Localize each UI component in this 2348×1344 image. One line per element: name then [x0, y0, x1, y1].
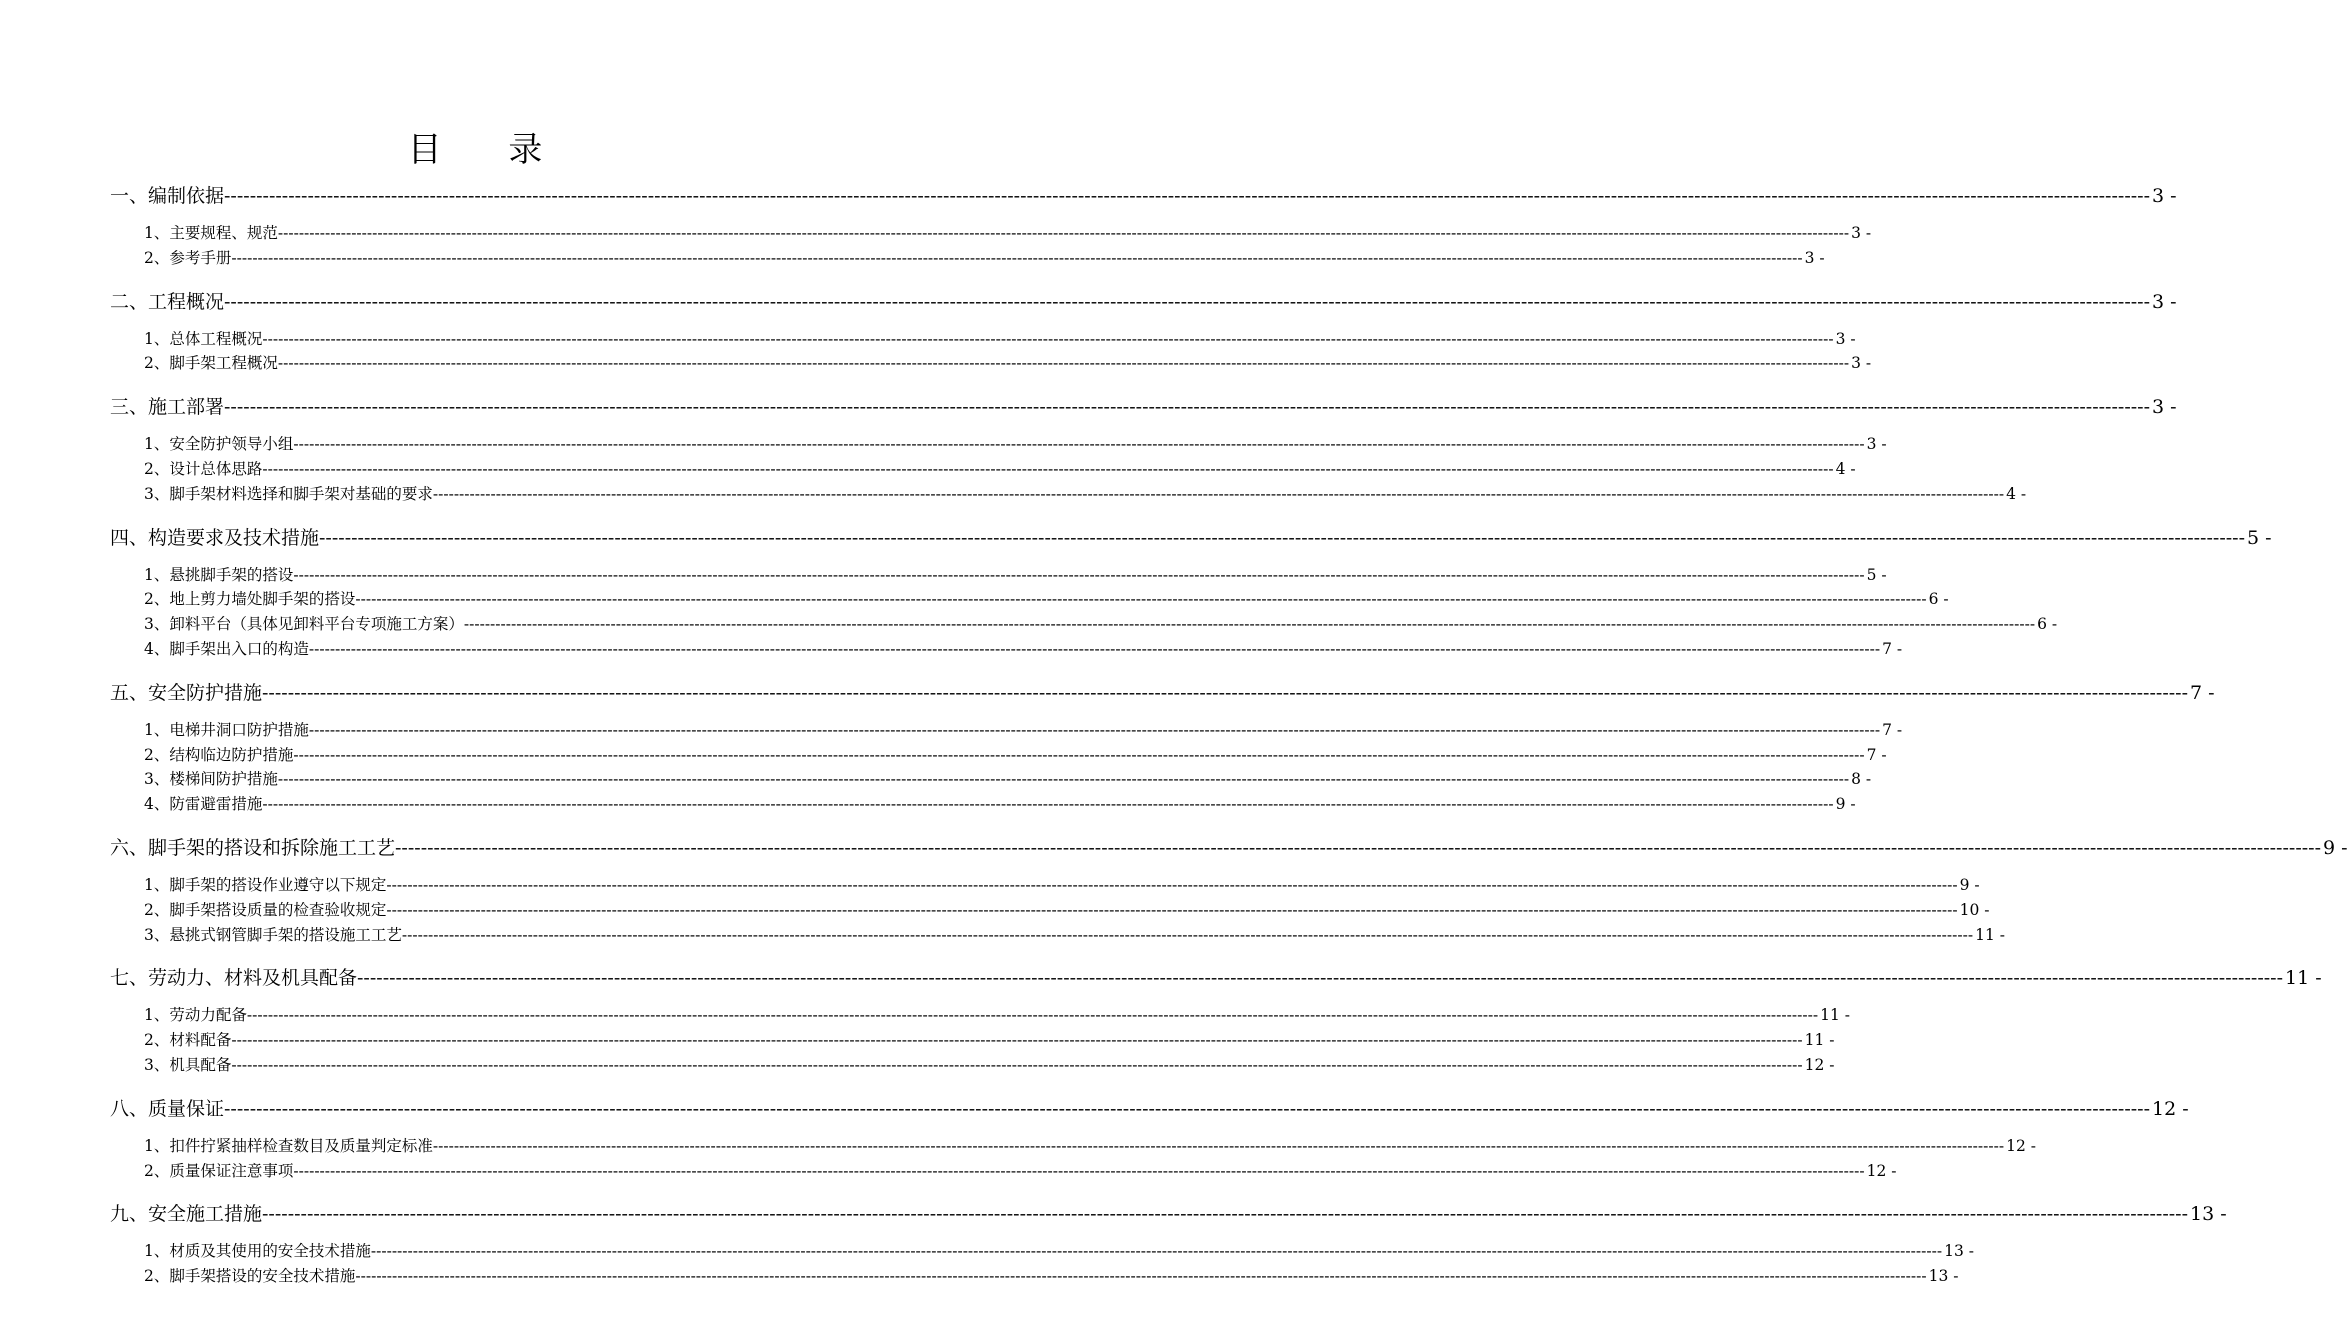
toc-subsection[interactable] — [110, 718, 1903, 743]
toc-entry-label: 3、机具配备 — [144, 1055, 232, 1074]
toc-page-number: 11 - — [1804, 1031, 1835, 1050]
toc-entry-label: 4、脚手架出入口的构造 — [144, 639, 309, 658]
dot-leader: ------------------------------------------------------------------------------------------------------------------------------------------------------------------------------------------------------------------------------------------------------------------------------------------------------------ — [432, 484, 2005, 503]
toc-subsection[interactable] — [110, 792, 1856, 817]
toc-subsection[interactable] — [110, 587, 1949, 612]
toc-entry-label: 2、材料配备 — [144, 1031, 232, 1050]
dot-leader: ------------------------------------------------------------------------------------------------------------------------------------------------------------------------------------------------------------------------------------------------------------------------------------------------------------ — [224, 185, 2150, 207]
toc-page-number: 4 - — [1835, 459, 1856, 478]
toc-entry-label: 四、构造要求及技术措施 — [110, 526, 320, 549]
toc-entry-label: 八、质量保证 — [110, 1097, 225, 1120]
toc-entry-label: 2、脚手架搭设质量的检查验收规定 — [144, 900, 387, 919]
toc-entry-label: 三、施工部署 — [110, 396, 225, 419]
toc-subsection[interactable] — [110, 612, 2058, 637]
dot-leader: ------------------------------------------------------------------------------------------------------------------------------------------------------------------------------------------------------------------------------------------------------------------------------------------------------------ — [357, 967, 2283, 990]
toc-section[interactable] — [110, 389, 2177, 426]
dot-leader: ------------------------------------------------------------------------------------------------------------------------------------------------------------------------------------------------------------------------------------------------------------------------------------------------------------ — [231, 1031, 1803, 1050]
dot-leader: ------------------------------------------------------------------------------------------------------------------------------------------------------------------------------------------------------------------------------------------------------------------------------------------------------------ — [395, 836, 2321, 859]
toc-entry-label: 六、脚手架的搭设和拆除施工工艺 — [110, 836, 396, 859]
toc-entry-label: 1、主要规程、规范 — [144, 224, 278, 242]
dot-leader: ------------------------------------------------------------------------------------------------------------------------------------------------------------------------------------------------------------------------------------------------------------------------------------------------------------ — [293, 435, 1865, 454]
toc-page-number: 9 - — [1959, 875, 1980, 894]
toc-section[interactable] — [110, 284, 2177, 321]
toc-entry-label: 一、编制依据 — [110, 185, 225, 207]
dot-leader: ------------------------------------------------------------------------------------------------------------------------------------------------------------------------------------------------------------------------------------------------------------------------------------------------------------ — [246, 1006, 1819, 1025]
toc-entry-label: 3、悬挑式钢管脚手架的搭设施工工艺 — [144, 925, 402, 944]
toc-subsection[interactable] — [110, 221, 1872, 246]
toc-entry-label: 1、安全防护领导小组 — [144, 435, 294, 454]
dot-leader: ------------------------------------------------------------------------------------------------------------------------------------------------------------------------------------------------------------------------------------------------------------------------------------------------------------ — [308, 720, 1881, 739]
dot-leader: ------------------------------------------------------------------------------------------------------------------------------------------------------------------------------------------------------------------------------------------------------------------------------------------------------------ — [386, 900, 1958, 919]
toc-section[interactable] — [110, 178, 2177, 215]
toc-section[interactable] — [110, 520, 2272, 557]
toc-entry-label: 2、质量保证注意事项 — [144, 1161, 294, 1180]
toc-subsection[interactable] — [110, 1134, 2036, 1159]
toc-entry-label: 1、材质及其使用的安全技术措施 — [144, 1242, 371, 1261]
toc-page-number: 5 - — [1866, 565, 1887, 584]
toc-entry-label: 3、脚手架材料选择和脚手架对基础的要求 — [144, 484, 433, 503]
toc-entry-label: 1、劳动力配备 — [144, 1006, 247, 1025]
toc-page-number: 13 - — [1944, 1242, 1974, 1261]
toc-page-number: 3 - — [2152, 185, 2177, 207]
toc-page-number: 13 - — [2190, 1203, 2227, 1226]
toc-section[interactable] — [110, 830, 2348, 867]
dot-leader: ------------------------------------------------------------------------------------------------------------------------------------------------------------------------------------------------------------------------------------------------------------------------------------------------------------ — [308, 639, 1881, 658]
dot-leader: ------------------------------------------------------------------------------------------------------------------------------------------------------------------------------------------------------------------------------------------------------------------------------------------------------------ — [277, 770, 1850, 789]
toc-entry-label: 五、安全防护措施 — [110, 681, 263, 704]
toc-subsection[interactable] — [110, 1239, 1974, 1264]
toc-entry-label: 4、防雷避雷措施 — [144, 795, 263, 814]
dot-leader: ------------------------------------------------------------------------------------------------------------------------------------------------------------------------------------------------------------------------------------------------------------------------------------------------------------ — [262, 329, 1834, 348]
toc-subsection[interactable] — [110, 432, 1887, 457]
toc-entry-label: 1、总体工程概况 — [144, 329, 263, 348]
toc-page-number: 3 - — [1835, 329, 1856, 348]
dot-leader: ------------------------------------------------------------------------------------------------------------------------------------------------------------------------------------------------------------------------------------------------------------------------------------------------------------ — [355, 590, 1927, 609]
dot-leader: ------------------------------------------------------------------------------------------------------------------------------------------------------------------------------------------------------------------------------------------------------------------------------------------------------------ — [293, 565, 1865, 584]
toc-subsection[interactable] — [110, 767, 1872, 792]
toc-page-number: 3 - — [2152, 290, 2177, 313]
dot-leader: ------------------------------------------------------------------------------------------------------------------------------------------------------------------------------------------------------------------------------------------------------------------------------------------------------------ — [224, 290, 2150, 313]
dot-leader: ------------------------------------------------------------------------------------------------------------------------------------------------------------------------------------------------------------------------------------------------------------------------------------------------------------ — [224, 1097, 2150, 1120]
toc-page-number: 3 - — [1851, 354, 1872, 373]
toc-subsection[interactable] — [110, 923, 2005, 948]
toc-section[interactable] — [110, 1091, 2189, 1128]
toc-subsection[interactable] — [110, 563, 1887, 588]
toc-page-number: 5 - — [2247, 526, 2272, 549]
toc-entry-label: 九、安全施工措施 — [110, 1203, 263, 1226]
toc-page-number: 6 - — [2037, 615, 2058, 634]
toc-entry-label: 3、楼梯间防护措施 — [144, 770, 278, 789]
dot-leader: ------------------------------------------------------------------------------------------------------------------------------------------------------------------------------------------------------------------------------------------------------------------------------------------------------------ — [262, 1203, 2188, 1226]
toc-subsection[interactable] — [110, 1003, 1850, 1028]
dot-leader: ------------------------------------------------------------------------------------------------------------------------------------------------------------------------------------------------------------------------------------------------------------------------------------------------------------ — [386, 875, 1958, 894]
toc-page-number: 4 - — [2006, 484, 2027, 503]
toc-subsection[interactable] — [110, 1159, 1897, 1184]
toc-entry-label: 1、悬挑脚手架的搭设 — [144, 565, 294, 584]
dot-leader: ------------------------------------------------------------------------------------------------------------------------------------------------------------------------------------------------------------------------------------------------------------------------------------------------------------ — [293, 1161, 1865, 1180]
dot-leader: ------------------------------------------------------------------------------------------------------------------------------------------------------------------------------------------------------------------------------------------------------------------------------------------------------------ — [463, 615, 2036, 634]
dot-leader: ------------------------------------------------------------------------------------------------------------------------------------------------------------------------------------------------------------------------------------------------------------------------------------------------------------ — [355, 1267, 1927, 1286]
toc-subsection[interactable] — [110, 1028, 1835, 1053]
toc-page-number: 9 - — [2323, 836, 2348, 859]
toc-page-number: 9 - — [1835, 795, 1856, 814]
toc-subsection[interactable] — [110, 482, 2027, 507]
dot-leader: ------------------------------------------------------------------------------------------------------------------------------------------------------------------------------------------------------------------------------------------------------------------------------------------------------------ — [224, 396, 2150, 419]
toc-subsection[interactable] — [110, 873, 1980, 898]
toc-page-number: 6 - — [1928, 590, 1949, 609]
dot-leader: ------------------------------------------------------------------------------------------------------------------------------------------------------------------------------------------------------------------------------------------------------------------------------------------------------------ — [370, 1242, 1943, 1261]
toc-page-number: 12 - — [1804, 1055, 1835, 1074]
table-of-contents — [110, 178, 2348, 1289]
toc-entry-label: 1、电梯井洞口防护措施 — [144, 720, 309, 739]
toc-subsection[interactable] — [110, 898, 1990, 923]
toc-page-number: 12 - — [2006, 1136, 2036, 1155]
toc-entry-label: 2、地上剪力墙处脚手架的搭设 — [144, 590, 356, 609]
toc-page-number: 3 - — [1804, 248, 1825, 267]
toc-page-number: 12 - — [1866, 1161, 1897, 1180]
toc-page-number: 11 - — [2285, 967, 2322, 990]
toc-page-number: 7 - — [1882, 639, 1903, 658]
toc-page-number: 13 - — [1928, 1267, 1959, 1286]
toc-section[interactable] — [110, 675, 2215, 712]
toc-subsection[interactable] — [110, 246, 1825, 271]
toc-page-number: 11 - — [1820, 1006, 1850, 1025]
dot-leader: ------------------------------------------------------------------------------------------------------------------------------------------------------------------------------------------------------------------------------------------------------------------------------------------------------------ — [277, 224, 1850, 242]
toc-section[interactable] — [110, 960, 2322, 997]
toc-subsection[interactable] — [110, 1264, 1959, 1289]
dot-leader: ------------------------------------------------------------------------------------------------------------------------------------------------------------------------------------------------------------------------------------------------------------------------------------------------------------ — [401, 925, 1974, 944]
toc-section[interactable] — [110, 1196, 2227, 1233]
dot-leader: ------------------------------------------------------------------------------------------------------------------------------------------------------------------------------------------------------------------------------------------------------------------------------------------------------------ — [231, 1055, 1803, 1074]
toc-subsection[interactable] — [110, 327, 1856, 352]
toc-entry-label: 二、工程概况 — [110, 290, 225, 313]
toc-page-number: 3 - — [1866, 435, 1887, 454]
toc-entry-label: 七、劳动力、材料及机具配备 — [110, 967, 358, 990]
toc-subsection[interactable] — [110, 1053, 1835, 1078]
toc-entry-label: 1、脚手架的搭设作业遵守以下规定 — [144, 875, 387, 894]
toc-page-number: 8 - — [1851, 770, 1872, 789]
dot-leader: ------------------------------------------------------------------------------------------------------------------------------------------------------------------------------------------------------------------------------------------------------------------------------------------------------------ — [262, 795, 1834, 814]
dot-leader: ------------------------------------------------------------------------------------------------------------------------------------------------------------------------------------------------------------------------------------------------------------------------------------------------------------ — [262, 459, 1834, 478]
toc-page-number: 12 - — [2152, 1097, 2189, 1120]
toc-page-number: 7 - — [2190, 681, 2215, 704]
toc-entry-label: 2、参考手册 — [144, 248, 232, 267]
dot-leader: ------------------------------------------------------------------------------------------------------------------------------------------------------------------------------------------------------------------------------------------------------------------------------------------------------------ — [231, 248, 1803, 267]
toc-subsection[interactable] — [110, 351, 1872, 376]
dot-leader: ------------------------------------------------------------------------------------------------------------------------------------------------------------------------------------------------------------------------------------------------------------------------------------------------------------ — [432, 1136, 2005, 1155]
toc-entry-label: 3、卸料平台（具体见卸料平台专项施工方案） — [144, 615, 464, 634]
toc-subsection[interactable] — [110, 457, 1856, 482]
toc-subsection[interactable] — [110, 743, 1887, 768]
toc-page-number: 10 - — [1959, 900, 1990, 919]
toc-entry-label: 2、结构临边防护措施 — [144, 745, 294, 764]
toc-entry-label: 2、设计总体思路 — [144, 459, 263, 478]
toc-title: 目 录 — [407, 130, 571, 170]
dot-leader: ------------------------------------------------------------------------------------------------------------------------------------------------------------------------------------------------------------------------------------------------------------------------------------------------------------ — [262, 681, 2188, 704]
toc-page-number: 7 - — [1882, 720, 1903, 739]
toc-entry-label: 2、脚手架工程概况 — [144, 354, 278, 373]
toc-page-number: 7 - — [1866, 745, 1887, 764]
toc-page-number: 3 - — [1851, 224, 1872, 242]
toc-entry-label: 1、扣件拧紧抽样检查数目及质量判定标准 — [144, 1136, 433, 1155]
toc-subsection[interactable] — [110, 637, 1903, 662]
toc-entry-label: 2、脚手架搭设的安全技术措施 — [144, 1267, 356, 1286]
toc-page-number: 3 - — [2152, 396, 2177, 419]
dot-leader: ------------------------------------------------------------------------------------------------------------------------------------------------------------------------------------------------------------------------------------------------------------------------------------------------------------ — [277, 354, 1850, 373]
dot-leader: ------------------------------------------------------------------------------------------------------------------------------------------------------------------------------------------------------------------------------------------------------------------------------------------------------------ — [293, 745, 1865, 764]
dot-leader: ------------------------------------------------------------------------------------------------------------------------------------------------------------------------------------------------------------------------------------------------------------------------------------------------------------ — [319, 526, 2245, 549]
toc-page-number: 11 - — [1975, 925, 2005, 944]
